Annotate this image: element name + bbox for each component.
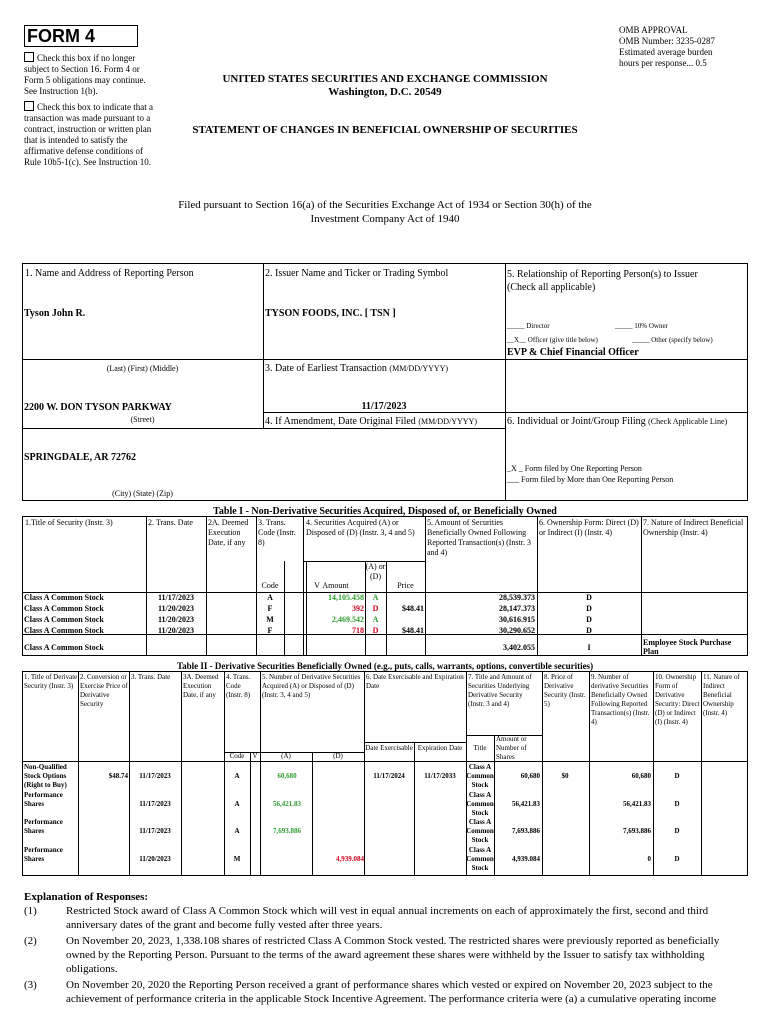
box5-label: 5. Relationship of Reporting Person(s) to Issuer (Check all applicable) bbox=[507, 269, 698, 293]
t2-cell-code: M bbox=[233, 855, 241, 863]
t2-cell-a: 60,680 bbox=[277, 772, 297, 780]
omb-approval: OMB APPROVAL OMB Number: 3235-0287 Estimated average burden hours per response... 0.5 bbox=[619, 25, 715, 68]
table2-title: Table II - Derivative Securities Beneficially Owned (e.g., puts, calls, warrants, options, convertible securities) bbox=[176, 661, 594, 671]
t1-cell-nature bbox=[643, 625, 747, 636]
t2-cell-d bbox=[312, 817, 364, 845]
city-state-zip: SPRINGDALE, AR 72762 bbox=[24, 452, 136, 463]
explanation-number: (2) bbox=[24, 935, 37, 947]
t2-header-date: 3. Trans. Date bbox=[131, 673, 171, 681]
t2-cell-date: 11/20/2023 bbox=[139, 855, 171, 863]
explanation-text: On November 20, 2023, 1,338.108 shares of restricted Class A Common Stock vested. The restricted shares were previously reported as beneficially owned by the Reporting Person. Pursuant to the terms of the award agreement these shares were withheld by the Issuer to satisfy tax withholding obligations. bbox=[66, 935, 720, 975]
t2-cell-p8: $0 bbox=[561, 772, 569, 780]
explanation-item bbox=[24, 978, 746, 1006]
city-hint: (City) (State) (Zip) bbox=[112, 489, 173, 498]
t2-cell-ua: 60,680 bbox=[520, 772, 540, 780]
t1-header-deemed: 2A. Deemed Execution Date, if any bbox=[208, 518, 249, 547]
t1-cell-date bbox=[146, 642, 206, 658]
street-hint: (Street) bbox=[130, 415, 155, 424]
t1-header-date: 2. Trans. Date bbox=[148, 518, 193, 527]
t1-cell-date: 11/20/2023 bbox=[157, 615, 194, 624]
t2-subheader-de: Date Exercisable bbox=[365, 744, 413, 752]
t2-cell-date: 11/17/2023 bbox=[139, 772, 171, 780]
t1-cell-price bbox=[386, 614, 424, 625]
t2-cell-ua: 4,939.084 bbox=[512, 855, 540, 863]
t2-header-underlying: 7. Title and Amount of Securities Underlying Derivative Security (Instr. 3 and 4) bbox=[468, 673, 532, 708]
t1-cell-title: Class A Common Stock bbox=[24, 615, 104, 624]
t2-cell-form: D bbox=[674, 855, 680, 863]
filed-pursuant: Filed pursuant to Section 16(a) of the Securities Exchange Act of 1934 or Section 30(h) of the Investment Company Act of 1940 bbox=[178, 199, 592, 225]
t2-header-title: 1. Title of Derivate Security (Instr. 3) bbox=[24, 673, 78, 690]
filed-more-option[interactable]: ___ Form filed by More than One Reporting Person bbox=[507, 475, 674, 484]
t1-cell-code: F bbox=[267, 604, 273, 613]
explanations bbox=[24, 904, 746, 1008]
t2-cell-de bbox=[364, 817, 414, 845]
t1-cell-aord: A bbox=[372, 615, 379, 624]
t2-cell-a: 7,693.886 bbox=[273, 827, 301, 835]
explanation-text: On November 20, 2020 the Reporting Person received a grant of performance shares which vested or expired on November 20, 2023 subject to the achievement of performance criteria in the applicable Stock Incentive Agreement. The performance criteria were (a) a cumulative operating income bbox=[66, 979, 717, 1005]
box4-label: 4. If Amendment, Date Original Filed (MM/DD/YYYY) bbox=[265, 416, 477, 427]
t2-cell-ua: 7,693.886 bbox=[512, 827, 540, 835]
t1-subheader-amount: Amount bbox=[322, 581, 349, 590]
t1-cell-form: D bbox=[586, 626, 592, 635]
t2-cell-owned: 7,693.886 bbox=[623, 827, 651, 835]
t1-header-form: 6. Ownership Form: Direct (D) or Indirect (I) (Instr. 4) bbox=[539, 518, 639, 537]
t2-cell-ed: 11/17/2033 bbox=[424, 772, 456, 780]
t1-cell-price bbox=[386, 642, 424, 658]
t1-cell-amount: 14,105.458 bbox=[328, 593, 364, 602]
t2-cell-code: A bbox=[234, 827, 240, 835]
t2-cell-title: Performance Shares bbox=[24, 846, 63, 863]
t1-cell-owned: 3,402.055 bbox=[503, 643, 535, 652]
t2-cell-a bbox=[262, 845, 312, 873]
t2-cell-ut: Class A Common Stock bbox=[466, 791, 494, 817]
t1-cell-amount: 718 bbox=[352, 626, 364, 635]
t1-cell-owned: 30,290.652 bbox=[499, 626, 535, 635]
t1-cell-nature bbox=[643, 614, 747, 625]
explanation-item bbox=[24, 904, 746, 932]
explanation-title: Explanation of Responses: bbox=[24, 891, 149, 903]
t1-header-nature: 7. Nature of Indirect Beneficial Ownership (Instr. 4) bbox=[643, 518, 744, 537]
t2-cell-code: A bbox=[234, 800, 240, 808]
street-address: 2200 W. DON TYSON PARKWAY bbox=[24, 402, 172, 413]
box6-label: 6. Individual or Joint/Group Filing (Check Applicable Line) bbox=[507, 416, 728, 427]
explanation-text: Restricted Stock award of Class A Common Stock which will vest in equal annual increments on each of approximately the first, second and third anniversary dates of the grant and become fully vested after three years. bbox=[66, 905, 709, 931]
t1-cell-code bbox=[256, 642, 284, 658]
t1-cell-date: 11/20/2023 bbox=[157, 604, 194, 613]
t1-cell-nature bbox=[643, 592, 747, 603]
t1-subheader-aord: (A) or (D) bbox=[365, 562, 386, 581]
t2-cell-date: 11/17/2023 bbox=[139, 800, 171, 808]
t1-cell-form: I bbox=[587, 643, 591, 652]
t2-cell-form: D bbox=[674, 827, 680, 835]
t1-cell-aord: A bbox=[372, 593, 379, 602]
t1-cell-title: Class A Common Stock bbox=[24, 604, 104, 613]
t1-cell-amount: 392 bbox=[352, 604, 364, 613]
box2-label: 2. Issuer Name and Ticker or Trading Symbol bbox=[265, 268, 449, 279]
t1-header-title: 1.Title of Security (Instr. 3) bbox=[25, 518, 113, 527]
t2-cell-p8 bbox=[542, 845, 588, 873]
t2-cell-owned: 60,680 bbox=[631, 772, 651, 780]
table1-title: Table I - Non-Derivative Securities Acquired, Disposed of, or Beneficially Owned bbox=[213, 506, 557, 517]
form-title: FORM 4 bbox=[24, 25, 138, 47]
t2-cell-d bbox=[312, 790, 364, 818]
t1-header-owned: 5. Amount of Securities Beneficially Owned Following Reported Transaction(s) (Instr. 3 and 4) bbox=[427, 518, 531, 557]
t1-cell-owned: 28,147.373 bbox=[499, 604, 535, 613]
t1-cell-nature: Employee Stock Purchase Plan bbox=[643, 638, 732, 656]
t1-subheader-v: V bbox=[314, 581, 320, 590]
box1-label: 1. Name and Address of Reporting Person bbox=[25, 268, 194, 279]
t2-cell-ut: Class A Common Stock bbox=[466, 846, 494, 872]
t1-cell-price bbox=[386, 592, 424, 603]
t1-cell-code: F bbox=[267, 626, 273, 635]
t2-cell-price bbox=[80, 845, 128, 873]
t2-header-conversion: 2. Conversion or Exercise Price of Derivative Security bbox=[80, 673, 128, 708]
officer-title: EVP & Chief Financial Officer bbox=[507, 347, 639, 358]
t1-cell-code: M bbox=[266, 615, 274, 624]
t2-cell-d bbox=[312, 762, 364, 790]
t2-cell-ut: Class A Common Stock bbox=[466, 818, 494, 844]
t1-cell-date: 11/20/2023 bbox=[157, 626, 194, 635]
t2-subheader-title: Title bbox=[473, 744, 487, 752]
t1-cell-form: D bbox=[586, 615, 592, 624]
t1-subheader-code: Code bbox=[261, 581, 279, 590]
t1-header-acquired: 4. Securities Acquired (A) or Disposed of (D) (Instr. 3, 4 and 5) bbox=[306, 518, 415, 537]
t2-cell-p8 bbox=[542, 790, 588, 818]
t2-header-form: 10. Ownership Form of Derivative Security: Direct (D) or Indirect (I) (Instr. 4) bbox=[655, 673, 700, 726]
filed-one-option[interactable]: _X _ Form filed by One Reporting Person bbox=[507, 464, 642, 473]
name-hint: (Last) (First) (Middle) bbox=[106, 364, 179, 373]
t2-cell-de bbox=[364, 845, 414, 873]
t2-cell-ed bbox=[414, 817, 466, 845]
t2-cell-price: $48.74 bbox=[108, 772, 128, 780]
ten-pct-owner-option[interactable]: _____ 10% Owner bbox=[615, 322, 668, 330]
explanation-number: (1) bbox=[24, 905, 37, 917]
t2-cell-ut: Class A Common Stock bbox=[466, 763, 494, 789]
t2-cell-owned: 0 bbox=[647, 855, 651, 863]
officer-option[interactable]: __X__ Officer (give title below) bbox=[507, 336, 598, 344]
t1-subheader-price: Price bbox=[397, 581, 414, 590]
t2-cell-ed bbox=[414, 845, 466, 873]
t2-cell-form: D bbox=[674, 772, 680, 780]
box3-label: 3. Date of Earliest Transaction (MM/DD/YYYY) bbox=[265, 363, 449, 374]
t2-subheader-code: Code bbox=[229, 752, 245, 760]
t2-header-deemed: 3A. Deemed Execution Date, if any bbox=[183, 673, 219, 699]
t2-cell-date: 11/17/2023 bbox=[139, 827, 171, 835]
t2-cell-form: D bbox=[674, 800, 680, 808]
t2-header-nature: 11. Nature of Indirect Beneficial Ownership (Instr. 4) bbox=[703, 673, 740, 717]
explanation-item bbox=[24, 934, 746, 976]
rule-10b5-checkbox[interactable] bbox=[24, 101, 34, 111]
issuer-name: TYSON FOODS, INC. [ TSN ] bbox=[265, 308, 396, 319]
reporting-person-name: Tyson John R. bbox=[24, 308, 86, 319]
t2-cell-a: 56,421.83 bbox=[273, 800, 301, 808]
t1-cell-price: $48.41 bbox=[402, 626, 424, 635]
agency-name: UNITED STATES SECURITIES AND EXCHANGE COMMISSION Washington, D.C. 20549 bbox=[222, 73, 548, 98]
t2-cell-d: 4,939.084 bbox=[336, 855, 364, 863]
t1-cell-owned: 30,616.915 bbox=[499, 615, 535, 624]
t2-cell-title: Performance Shares bbox=[24, 791, 63, 808]
t1-cell-form: D bbox=[586, 593, 592, 602]
t2-cell-ua: 56,421.83 bbox=[512, 800, 540, 808]
t2-subheader-amt: Amount or Number of Shares bbox=[496, 735, 527, 761]
t2-subheader-v: V bbox=[252, 752, 258, 760]
t1-cell-code: A bbox=[267, 593, 273, 602]
earliest-transaction-date: 11/17/2023 bbox=[361, 401, 407, 412]
t2-subheader-d: (D) bbox=[333, 752, 343, 760]
explanation-number: (3) bbox=[24, 979, 37, 991]
t2-cell-p8 bbox=[542, 817, 588, 845]
t1-cell-title: Class A Common Stock bbox=[24, 626, 104, 635]
other-option[interactable]: _____ Other (specify below) bbox=[632, 336, 713, 344]
t2-cell-code: A bbox=[234, 772, 240, 780]
t2-cell-de: 11/17/2024 bbox=[373, 772, 405, 780]
t1-cell-form: D bbox=[586, 604, 592, 613]
t2-cell-ed bbox=[414, 790, 466, 818]
t2-header-price: 8. Price of Derivative Security (Instr. 5) bbox=[544, 673, 586, 708]
t1-cell-title: Class A Common Stock bbox=[24, 593, 104, 602]
director-option[interactable]: _____ Director bbox=[507, 322, 550, 330]
rule-10b5-checkbox-label: Check this box to indicate that a transaction was made pursuant to a contract, instruction or written plan that is intended to satisfy the affirmative defense conditions of Rule 10b5-1(c). See Instruction 10. bbox=[24, 102, 153, 167]
t1-cell-price: $48.41 bbox=[402, 604, 424, 613]
t1-cell-amount bbox=[306, 642, 364, 658]
t1-cell-aord: D bbox=[372, 604, 379, 613]
t2-cell-title: Non-Qualified Stock Options (Right to Buy) bbox=[24, 763, 67, 789]
no-longer-subject-checkbox-label: Check this box if no longer subject to Section 16. Form 4 or Form 5 obligations may continue. See Instruction 1(b). bbox=[24, 53, 146, 96]
t1-cell-nature bbox=[643, 603, 747, 614]
t2-cell-de bbox=[364, 790, 414, 818]
t2-cell-price bbox=[80, 790, 128, 818]
t1-cell-aord: D bbox=[372, 626, 379, 635]
t2-header-exercisable: 6. Date Exercisable and Expiration Date bbox=[366, 673, 464, 690]
t1-cell-aord bbox=[365, 642, 386, 658]
t2-cell-title: Performance Shares bbox=[24, 818, 63, 835]
t1-cell-amount: 2,469.542 bbox=[332, 615, 364, 624]
t1-header-code: 3. Trans. Code (Instr. 8) bbox=[258, 518, 296, 547]
t1-cell-title: Class A Common Stock bbox=[24, 643, 104, 652]
t2-header-number: 5. Number of Derivative Securities Acquired (A) or Disposed of (D) (Instr. 3, 4 and 5) bbox=[262, 673, 361, 699]
statement-title: STATEMENT OF CHANGES IN BENEFICIAL OWNERSHIP OF SECURITIES bbox=[192, 124, 578, 136]
t2-cell-owned: 56,421.83 bbox=[623, 800, 651, 808]
t2-header-owned: 9. Number of derivative Securities Beneficially Owned Following Reported Transaction(s) (Instr. 4) bbox=[591, 673, 650, 726]
no-longer-subject-checkbox[interactable] bbox=[24, 52, 34, 62]
t2-subheader-ed: Expiration Date bbox=[417, 744, 463, 752]
t1-cell-owned: 28,539.373 bbox=[499, 593, 535, 602]
t1-cell-date: 11/17/2023 bbox=[157, 593, 194, 602]
t2-header-code: 4. Trans. Code (Instr. 8) bbox=[226, 673, 251, 699]
t2-cell-price bbox=[80, 817, 128, 845]
t2-subheader-a: (A) bbox=[281, 752, 291, 760]
